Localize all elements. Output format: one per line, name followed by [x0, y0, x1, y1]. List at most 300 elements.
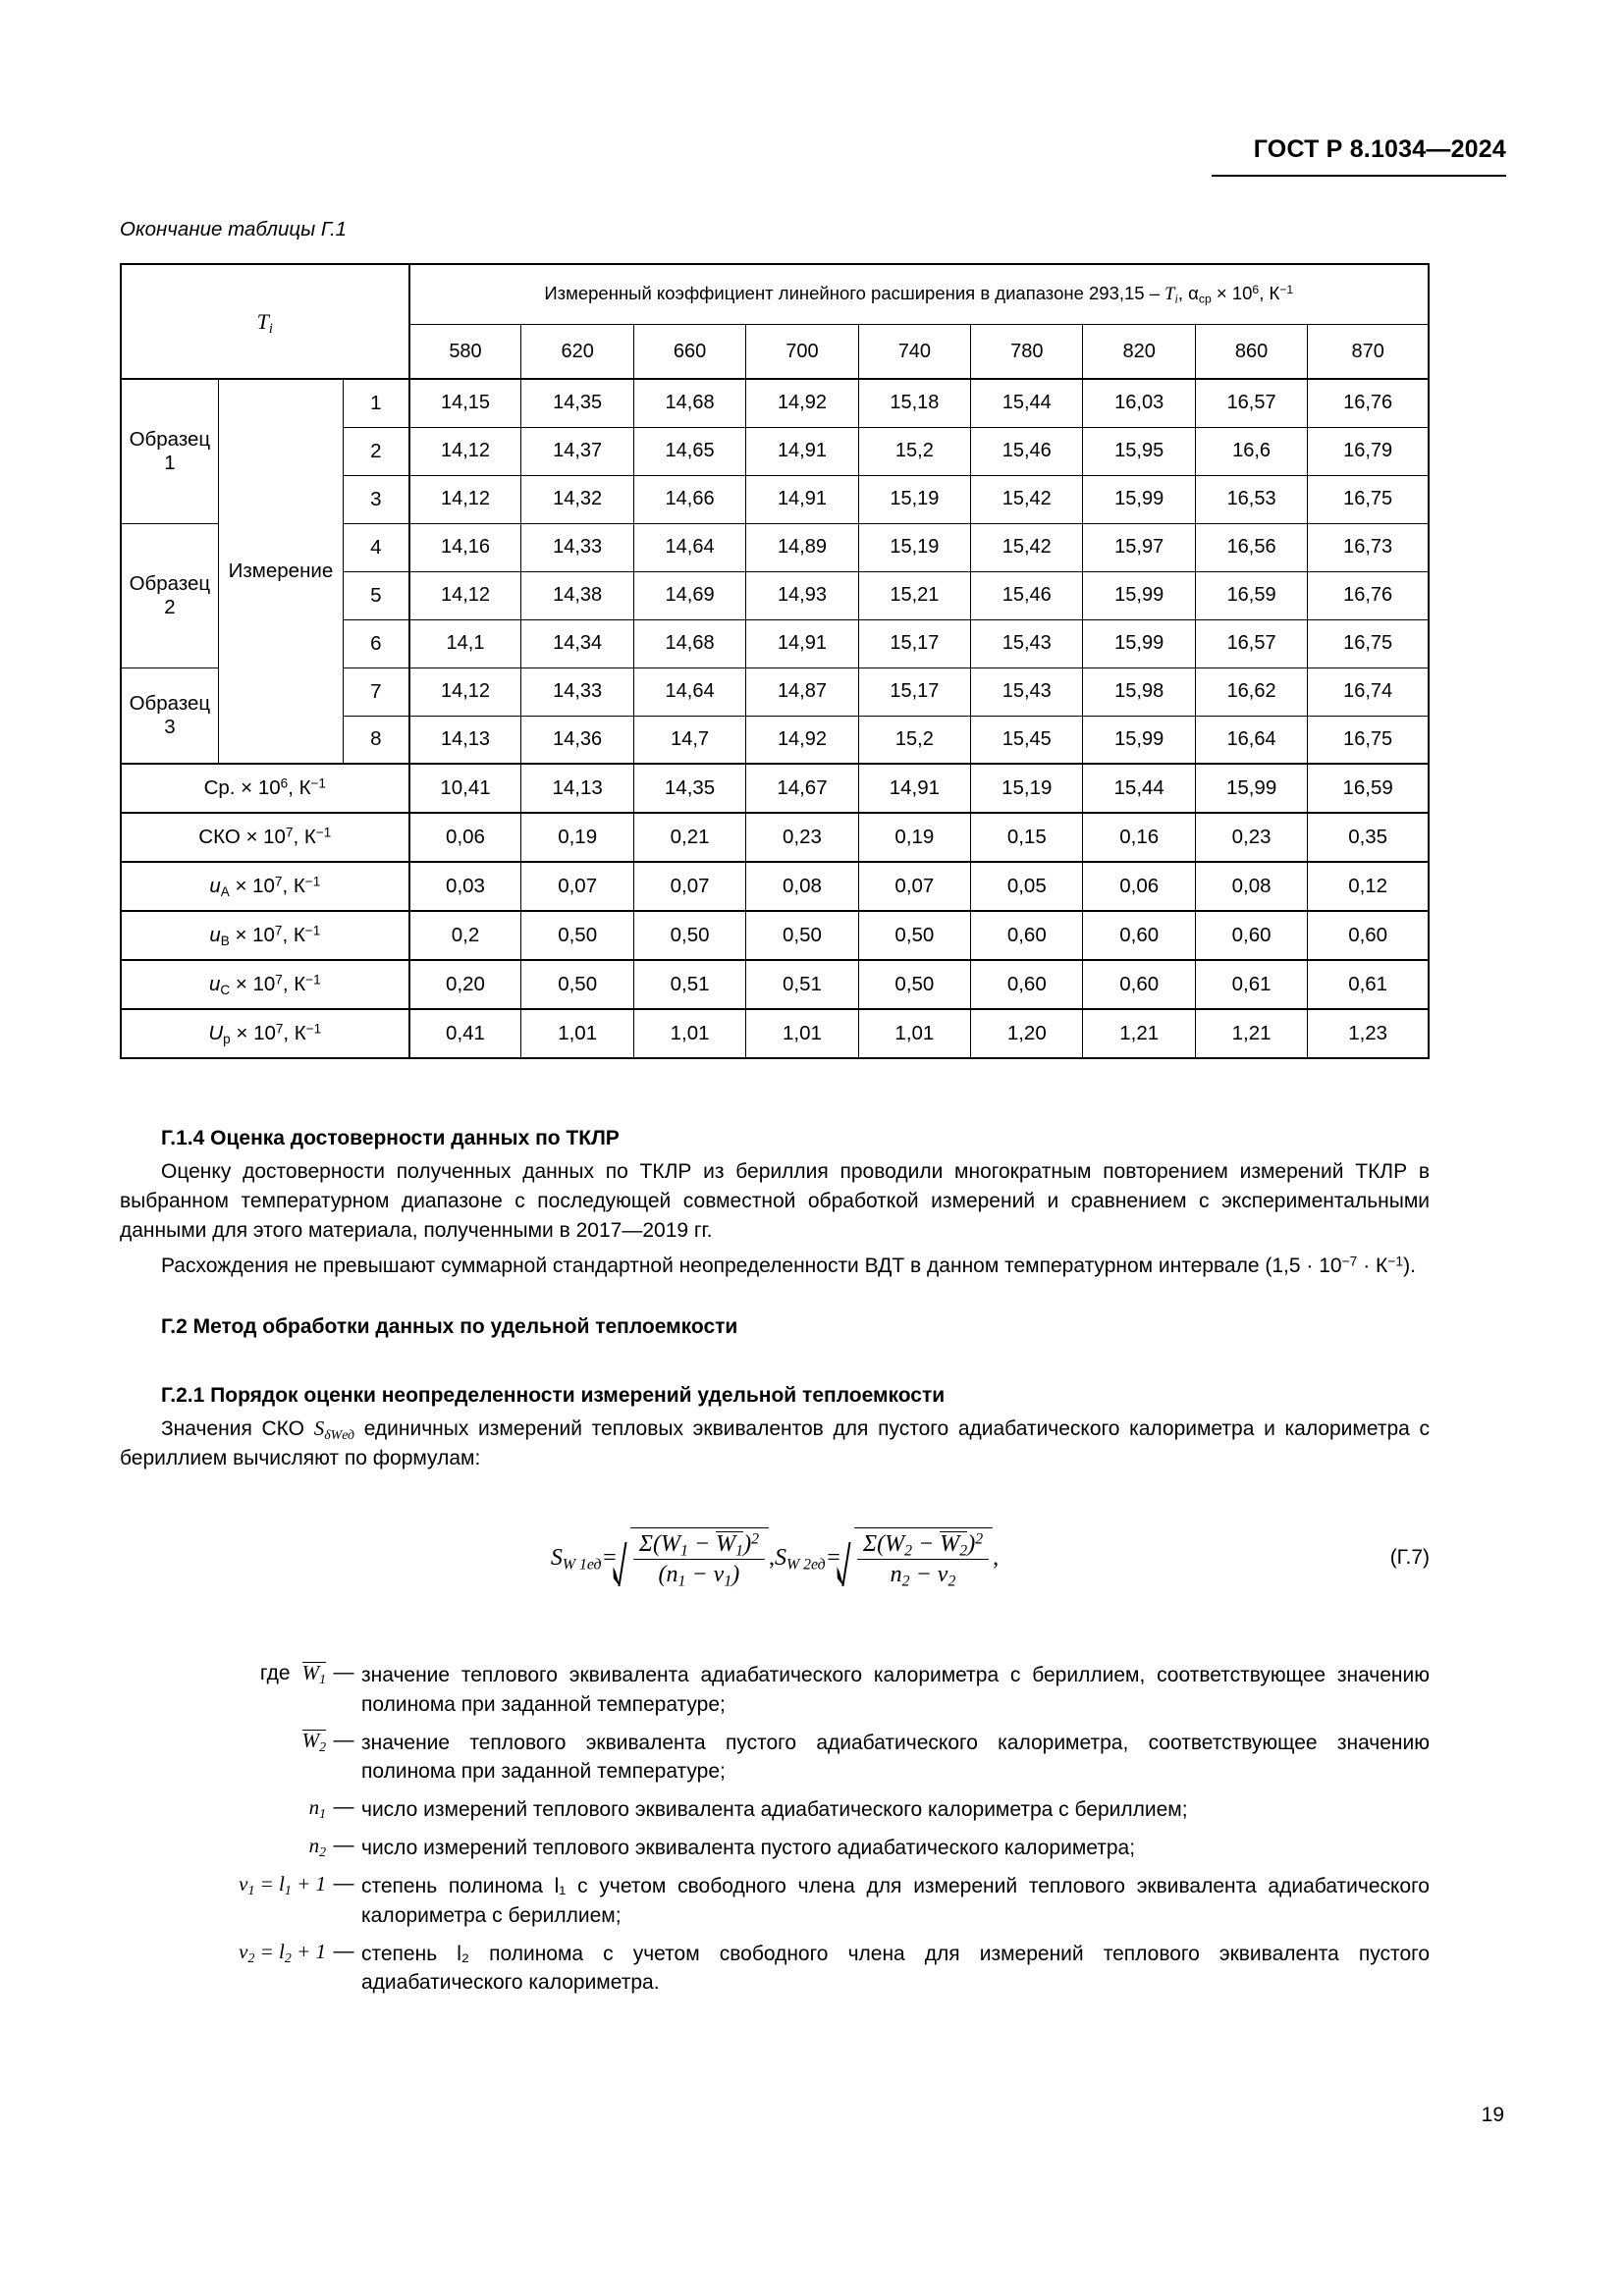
- cell-value: 16,57: [1195, 619, 1307, 667]
- summary-label-unit-exp: −1: [305, 1021, 322, 1037]
- definition-key-W1: [120, 1661, 326, 1685]
- cell-value: 16,56: [1195, 523, 1307, 571]
- cell-value: 16,76: [1308, 571, 1429, 619]
- cell-value: 15,43: [971, 619, 1083, 667]
- summary-label-main: u: [208, 973, 221, 996]
- cell-value: 0,60: [1083, 911, 1195, 960]
- cell-value: 14,36: [521, 716, 633, 764]
- g21-pre: Значения СКО: [161, 1417, 314, 1440]
- definition-dash: —: [333, 1661, 354, 1683]
- cell-value: 0,50: [521, 911, 633, 960]
- summary-label-cp: [121, 764, 409, 813]
- cell-value: 14,92: [746, 716, 858, 764]
- definition-key-n1: [120, 1795, 326, 1820]
- summary-label-unit: , К: [288, 776, 311, 800]
- cell-value: 15,21: [858, 571, 970, 619]
- span-alpha-sub: ср: [1198, 292, 1212, 306]
- measurement-index: 6: [344, 619, 409, 667]
- table-caption: Окончание таблицы Г.1: [120, 218, 348, 240]
- cell-value: 1,21: [1195, 1009, 1307, 1058]
- cell-value: 0,20: [409, 960, 521, 1009]
- num2-minus: −: [912, 1531, 941, 1557]
- definition-key-n2: [120, 1834, 326, 1858]
- cell-value: 0,07: [858, 862, 970, 911]
- summary-label-unit: , К: [282, 875, 305, 898]
- summary-label-times: × 10: [229, 875, 275, 898]
- cell-value: 1,01: [858, 1009, 970, 1058]
- table-g1-container: [120, 263, 1430, 1059]
- cell-value: 0,16: [1083, 813, 1195, 862]
- formula-fraction-1: [633, 1531, 765, 1588]
- summary-label-exp: 7: [274, 923, 283, 938]
- table-row: [121, 379, 1429, 427]
- den2-n: n: [890, 1562, 902, 1587]
- measurement-index: 3: [344, 475, 409, 523]
- cell-value: 15,99: [1195, 764, 1307, 813]
- cell-value: 16,73: [1308, 523, 1429, 571]
- summary-label-exp: 7: [285, 825, 294, 840]
- formula-numerator-2: [857, 1531, 989, 1560]
- cell-value: 0,51: [746, 960, 858, 1009]
- definition-key-nu2: [120, 1940, 326, 1964]
- cell-value: 0,07: [633, 862, 745, 911]
- definition-dash: —: [333, 1795, 354, 1819]
- key-W2-sym: W: [301, 1728, 320, 1752]
- span-unit: , К: [1259, 283, 1280, 304]
- num2-close: ): [967, 1531, 976, 1557]
- cell-value: 14,34: [521, 619, 633, 667]
- span-alpha: α: [1188, 283, 1199, 304]
- den1-minus-nu: − ν: [685, 1562, 725, 1587]
- cell-value: 14,64: [633, 667, 745, 716]
- cell-value: 14,92: [746, 379, 858, 427]
- num1-sq: 2: [751, 1530, 759, 1548]
- section-g2: [120, 1315, 1430, 1339]
- header-temp-580: 580: [409, 325, 521, 380]
- formula-eq-2: =: [825, 1544, 841, 1571]
- cell-value: 14,91: [746, 427, 858, 475]
- summary-label-unit-exp: −1: [304, 923, 321, 938]
- cell-value: 14,12: [409, 427, 521, 475]
- key-n1-sub: 1: [319, 1806, 326, 1822]
- cell-value: 15,19: [858, 523, 970, 571]
- summary-label-exp: 7: [275, 1021, 284, 1037]
- header-cell-span: [409, 264, 1429, 325]
- key-nu1-sym: ν: [239, 1871, 248, 1896]
- formula-lhs2-sym: S: [775, 1544, 786, 1571]
- formula-denominator-1: [633, 1560, 765, 1588]
- num2-sq: 2: [975, 1530, 984, 1548]
- key-nu1-eq-tail: + 1: [291, 1871, 326, 1896]
- definition-text: значение теплового эквивалента адиабатического калориметра с бериллием, соответствующее значению полинома при заданной температуре;: [361, 1664, 1430, 1716]
- cell-value: 1,01: [521, 1009, 633, 1058]
- cell-value: 16,76: [1308, 379, 1429, 427]
- summary-label-sub: A: [220, 884, 230, 899]
- summary-label-main: U: [208, 1022, 224, 1045]
- cell-value: 16,53: [1195, 475, 1307, 523]
- definition-list: [120, 1661, 1430, 2006]
- cell-value: 15,99: [1083, 619, 1195, 667]
- cell-value: 1,01: [746, 1009, 858, 1058]
- where-label: где: [259, 1662, 291, 1684]
- heading-g21: Г.2.1 Порядок оценки неопределенности измерений удельной теплоемкости: [161, 1384, 946, 1407]
- g14-p2-post: ).: [1403, 1255, 1416, 1278]
- cell-value: 1,20: [971, 1009, 1083, 1058]
- span-comma: ,: [1177, 283, 1189, 304]
- summary-label-uc: [121, 960, 409, 1009]
- cell-value: 14,65: [633, 427, 745, 475]
- cell-value: 16,59: [1195, 571, 1307, 619]
- cell-value: 14,91: [746, 475, 858, 523]
- num1-W-sub: 1: [680, 1542, 688, 1560]
- definition-text: степень полинома l₁ с учетом свободного члена для измерений теплового эквивалента адиабатического калориметра с бериллием;: [361, 1874, 1430, 1927]
- formula-lhs2-sub: W 2ед: [786, 1555, 826, 1573]
- cell-value: 0,50: [858, 960, 970, 1009]
- table-summary-row: [121, 911, 1429, 960]
- key-W2-overline: [301, 1728, 326, 1754]
- header-temp-780: 780: [971, 325, 1083, 380]
- cell-value: 14,16: [409, 523, 521, 571]
- header-cell-Ti: [121, 264, 409, 379]
- measurement-index: 4: [344, 523, 409, 571]
- summary-label-unit: , К: [283, 1022, 306, 1045]
- cell-value: 0,19: [858, 813, 970, 862]
- cell-value: 16,64: [1195, 716, 1307, 764]
- table-body: [121, 379, 1429, 1058]
- formula-lhs1: [551, 1545, 602, 1572]
- table-summary-row: [121, 862, 1429, 911]
- cell-value: 14,1: [409, 619, 521, 667]
- den2-minus-nu: − ν: [909, 1562, 948, 1587]
- num2-Wbar: [940, 1531, 968, 1560]
- header-temp-660: 660: [633, 325, 745, 380]
- sum-sign-icon: Σ(: [862, 1531, 886, 1557]
- g21-symbol-S-sub: δWед: [324, 1426, 355, 1442]
- cell-value: 14,68: [633, 379, 745, 427]
- definition-item: [120, 1795, 1430, 1825]
- den1-close: ): [731, 1562, 740, 1587]
- cell-value: 16,79: [1308, 427, 1429, 475]
- span-unit-exp: −1: [1279, 283, 1294, 297]
- heading-g2: Г.2 Метод обработки данных по удельной теплоемкости: [161, 1315, 738, 1338]
- cell-value: 0,08: [746, 862, 858, 911]
- num2-Wbar-sub: 2: [959, 1542, 968, 1560]
- cell-value: 15,99: [1083, 571, 1195, 619]
- cell-value: 15,98: [1083, 667, 1195, 716]
- cell-value: 0,23: [1195, 813, 1307, 862]
- paragraph-g21-1: [120, 1415, 1430, 1473]
- measurement-index: 7: [344, 667, 409, 716]
- cell-value: 0,41: [409, 1009, 521, 1058]
- cell-value: 16,57: [1195, 379, 1307, 427]
- cell-value: 1,23: [1308, 1009, 1429, 1058]
- formula-numerator-1: [633, 1531, 765, 1560]
- key-nu2-sym: ν: [239, 1939, 248, 1963]
- formula-lhs1-sym: S: [550, 1544, 563, 1571]
- definition-item: [120, 1872, 1430, 1931]
- cell-value: 15,97: [1083, 523, 1195, 571]
- key-W1-sub: 1: [319, 1671, 326, 1686]
- cell-value: 16,59: [1308, 764, 1429, 813]
- formula-eq-1: =: [601, 1544, 618, 1571]
- cell-value: 0,61: [1195, 960, 1307, 1009]
- summary-label-sub: B: [220, 934, 230, 948]
- table-summary-row: [121, 764, 1429, 813]
- den1-n: (n: [658, 1562, 678, 1587]
- den1-n-sub: 1: [677, 1573, 686, 1590]
- num1-Wbar-sym: W: [716, 1531, 736, 1557]
- cell-value: 14,33: [521, 667, 633, 716]
- formula-g7-expression: [551, 1527, 999, 1588]
- cell-value: 15,44: [1083, 764, 1195, 813]
- table-head: [121, 264, 1429, 379]
- g14-p2-pre: Расхождения не превышают суммарной стандартной неопределенности ВДТ в данном температурном интервале (1,5 · 10: [161, 1255, 1342, 1278]
- cell-value: 14,33: [521, 523, 633, 571]
- cell-value: 0,06: [409, 813, 521, 862]
- cell-value: 0,08: [1195, 862, 1307, 911]
- table-summary-row: [121, 1009, 1429, 1058]
- header-rule: [1212, 175, 1506, 177]
- header-temp-870: 870: [1308, 325, 1429, 380]
- cell-value: 14,87: [746, 667, 858, 716]
- cell-value: 15,95: [1083, 427, 1195, 475]
- key-nu1-eq: = l: [254, 1871, 285, 1896]
- definition-item: [120, 1834, 1430, 1863]
- num2-W-sub: 2: [904, 1542, 913, 1560]
- summary-label-unit-exp: −1: [310, 775, 326, 791]
- cell-value: 0,61: [1308, 960, 1429, 1009]
- cell-value: 0,2: [409, 911, 521, 960]
- cell-value: 0,51: [633, 960, 745, 1009]
- cell-value: 0,60: [1195, 911, 1307, 960]
- definition-item: [120, 1661, 1430, 1720]
- definition-text: число измерений теплового эквивалента пустого адиабатического калориметра;: [361, 1837, 1136, 1860]
- key-W1-overline: [301, 1661, 326, 1686]
- summary-label-times: × 10: [240, 826, 286, 849]
- cell-value: 1,01: [633, 1009, 745, 1058]
- summary-label-unit: , К: [293, 826, 316, 849]
- summary-label-exp: 7: [275, 972, 283, 988]
- cell-value: 0,12: [1308, 862, 1429, 911]
- definition-item: [120, 1729, 1430, 1788]
- summary-label-exp: 6: [280, 775, 289, 791]
- summary-label-up: [121, 1009, 409, 1058]
- cell-value: 0,03: [409, 862, 521, 911]
- definition-item: [120, 1940, 1430, 1999]
- num1-Wbar: [716, 1531, 744, 1560]
- cell-value: 16,75: [1308, 716, 1429, 764]
- definition-text: число измерений теплового эквивалента адиабатического калориметра с бериллием;: [361, 1798, 1188, 1822]
- cell-value: 0,60: [971, 960, 1083, 1009]
- cell-value: 15,45: [971, 716, 1083, 764]
- cell-value: 16,75: [1308, 619, 1429, 667]
- section-g14: [120, 1127, 1430, 1281]
- formula-number: (Г.7): [1389, 1546, 1430, 1569]
- cell-value: 14,35: [521, 379, 633, 427]
- summary-label-ub: [121, 911, 409, 960]
- radical-sign-icon: [841, 1527, 854, 1588]
- cell-value: 15,99: [1083, 475, 1195, 523]
- cell-value: 14,68: [633, 619, 745, 667]
- section-g21: [120, 1384, 1430, 1473]
- cell-value: 15,2: [858, 427, 970, 475]
- key-W2-sub: 2: [319, 1738, 326, 1754]
- summary-label-sub: C: [220, 983, 231, 997]
- header-temp-620: 620: [521, 325, 633, 380]
- num2-W: W: [885, 1531, 905, 1557]
- sample-label-3: Образец 3: [121, 667, 218, 764]
- page-number: 19: [1481, 2104, 1504, 2126]
- summary-label-unit-exp: −1: [304, 874, 321, 889]
- g14-p2-mid: · К: [1357, 1255, 1388, 1278]
- cell-value: 15,2: [858, 716, 970, 764]
- cell-value: 14,93: [746, 571, 858, 619]
- den2-nu-sub: 2: [947, 1573, 956, 1590]
- cell-value: 0,50: [746, 911, 858, 960]
- heading-g14: Г.1.4 Оценка достоверности данных по ТКЛР: [161, 1127, 620, 1149]
- cell-value: 0,35: [1308, 813, 1429, 862]
- cell-value: 0,23: [746, 813, 858, 862]
- cell-value: 15,46: [971, 571, 1083, 619]
- sum-sign-icon: Σ(: [638, 1531, 662, 1557]
- summary-label-sub: р: [223, 1032, 231, 1046]
- header-Ti-sub: i: [268, 320, 273, 337]
- cell-value: 0,15: [971, 813, 1083, 862]
- paragraph-g14-2: [120, 1252, 1430, 1281]
- span-times: × 10: [1211, 283, 1253, 304]
- cell-value: 15,99: [1083, 716, 1195, 764]
- cell-value: 15,18: [858, 379, 970, 427]
- cell-value: 16,03: [1083, 379, 1195, 427]
- cell-value: 14,13: [521, 764, 633, 813]
- measurement-index: 1: [344, 379, 409, 427]
- cell-value: 0,60: [1308, 911, 1429, 960]
- cell-value: 14,91: [858, 764, 970, 813]
- key-n1-sym: n: [308, 1795, 320, 1820]
- den1-nu-sub: 1: [724, 1573, 732, 1590]
- cell-value: 14,15: [409, 379, 521, 427]
- key-n2-sym: n: [308, 1834, 320, 1858]
- cell-value: 14,12: [409, 667, 521, 716]
- num1-minus: −: [687, 1531, 717, 1557]
- cell-value: 15,19: [971, 764, 1083, 813]
- num1-Wbar-sub: 1: [735, 1542, 744, 1560]
- definition-key-W2: [120, 1729, 326, 1753]
- summary-label-unit-exp: −1: [315, 825, 332, 840]
- cell-value: 14,32: [521, 475, 633, 523]
- sample-label-2: Образец 2: [121, 523, 218, 667]
- definition-dash: —: [333, 1871, 354, 1895]
- definition-dash: —: [333, 1939, 354, 1962]
- cell-value: 14,13: [409, 716, 521, 764]
- summary-label-ua: [121, 862, 409, 911]
- cell-value: 0,19: [521, 813, 633, 862]
- cell-value: 14,89: [746, 523, 858, 571]
- g21-post: единичных измерений тепловых эквивалентов для пустого адиабатического калориметра и калориметра с бериллием вычисляют по формулам:: [120, 1417, 1430, 1469]
- formula-denominator-2: [857, 1560, 989, 1588]
- cell-value: 15,19: [858, 475, 970, 523]
- header-temp-700: 700: [746, 325, 858, 380]
- radical-sign-icon: [618, 1527, 630, 1588]
- summary-label-times: × 10: [230, 1022, 276, 1045]
- cell-value: 15,17: [858, 619, 970, 667]
- summary-label-unit-exp: −1: [305, 972, 321, 988]
- cell-value: 10,41: [409, 764, 521, 813]
- summary-label-exp: 7: [274, 874, 283, 889]
- summary-label-times: × 10: [235, 776, 281, 800]
- summary-label-main: СКО: [198, 826, 241, 849]
- summary-label-main: u: [209, 875, 221, 898]
- formula-lhs2: [775, 1545, 826, 1572]
- num1-close: ): [743, 1531, 752, 1557]
- sample-label-1: Образец 1: [121, 379, 218, 523]
- key-nu2-sub: 2: [247, 1949, 255, 1965]
- cell-value: 16,74: [1308, 667, 1429, 716]
- definition-text: значение теплового эквивалента пустого адиабатического калориметра, соответствующее значению полинома при заданной температуре;: [361, 1731, 1430, 1784]
- cell-value: 14,66: [633, 475, 745, 523]
- key-nu1-eq-sub: 1: [284, 1882, 292, 1897]
- cell-value: 0,60: [1083, 960, 1195, 1009]
- definition-key-nu1: [120, 1872, 326, 1896]
- span-T-sub: i: [1174, 292, 1178, 306]
- num2-Wbar-sym: W: [940, 1531, 960, 1557]
- cell-value: 14,67: [746, 764, 858, 813]
- cell-value: 14,69: [633, 571, 745, 619]
- cell-value: 16,6: [1195, 427, 1307, 475]
- definition-dash: —: [333, 1728, 354, 1751]
- table-head-row-1: [121, 264, 1429, 325]
- formula-g7-block: [120, 1504, 1430, 1612]
- cell-value: 14,64: [633, 523, 745, 571]
- cell-value: 0,07: [521, 862, 633, 911]
- g14-p2-exp: −7: [1341, 1253, 1358, 1269]
- span-T-symbol: T: [1164, 285, 1175, 305]
- summary-label-times: × 10: [229, 924, 275, 947]
- summary-label-sko: [121, 813, 409, 862]
- key-nu1-sub: 1: [247, 1882, 255, 1897]
- span-exp: 6: [1252, 283, 1260, 297]
- key-nu2-eq-sub: 2: [284, 1949, 292, 1965]
- measurement-index: 2: [344, 427, 409, 475]
- formula-separator: ,: [769, 1544, 775, 1571]
- cell-value: 14,12: [409, 475, 521, 523]
- cell-value: 15,46: [971, 427, 1083, 475]
- cell-value: 15,42: [971, 523, 1083, 571]
- cell-value: 14,35: [633, 764, 745, 813]
- table-summary-row: [121, 960, 1429, 1009]
- cell-value: 15,43: [971, 667, 1083, 716]
- cell-value: 0,50: [521, 960, 633, 1009]
- table-summary-row: [121, 813, 1429, 862]
- summary-label-unit: , К: [282, 924, 305, 947]
- measure-column-label: Измерение: [218, 379, 343, 764]
- den2-n-sub: 2: [901, 1573, 910, 1590]
- definition-text: степень l₂ полинома с учетом свободного члена для измерений теплового эквивалента пустого адиабатического калориметра.: [361, 1942, 1430, 1995]
- cell-value: 0,60: [971, 911, 1083, 960]
- measurement-index: 5: [344, 571, 409, 619]
- cell-value: 14,91: [746, 619, 858, 667]
- summary-label-main: Ср.: [203, 776, 236, 800]
- paragraph-g14-1: Оценку достоверности полученных данных по ТКЛР из бериллия проводили многократным повторением измерений ТКЛР в выбранном температурном диапазоне с последующей совместной обработкой измерений и сравнением с экспериментальными данными для этого материала, полученными в 2017—2019 гг.: [120, 1160, 1430, 1242]
- formula-sqrt-2: [841, 1527, 993, 1588]
- num1-W: W: [661, 1531, 681, 1557]
- span-prefix: Измеренный коэффициент линейного расширения в диапазоне 293,15 –: [544, 283, 1165, 304]
- g14-p2-exp2: −1: [1387, 1253, 1404, 1269]
- formula-fraction-2: [857, 1531, 989, 1588]
- cell-value: 1,21: [1083, 1009, 1195, 1058]
- formula-lhs1-sub: W 1ед: [562, 1555, 602, 1573]
- summary-label-times: × 10: [230, 973, 276, 996]
